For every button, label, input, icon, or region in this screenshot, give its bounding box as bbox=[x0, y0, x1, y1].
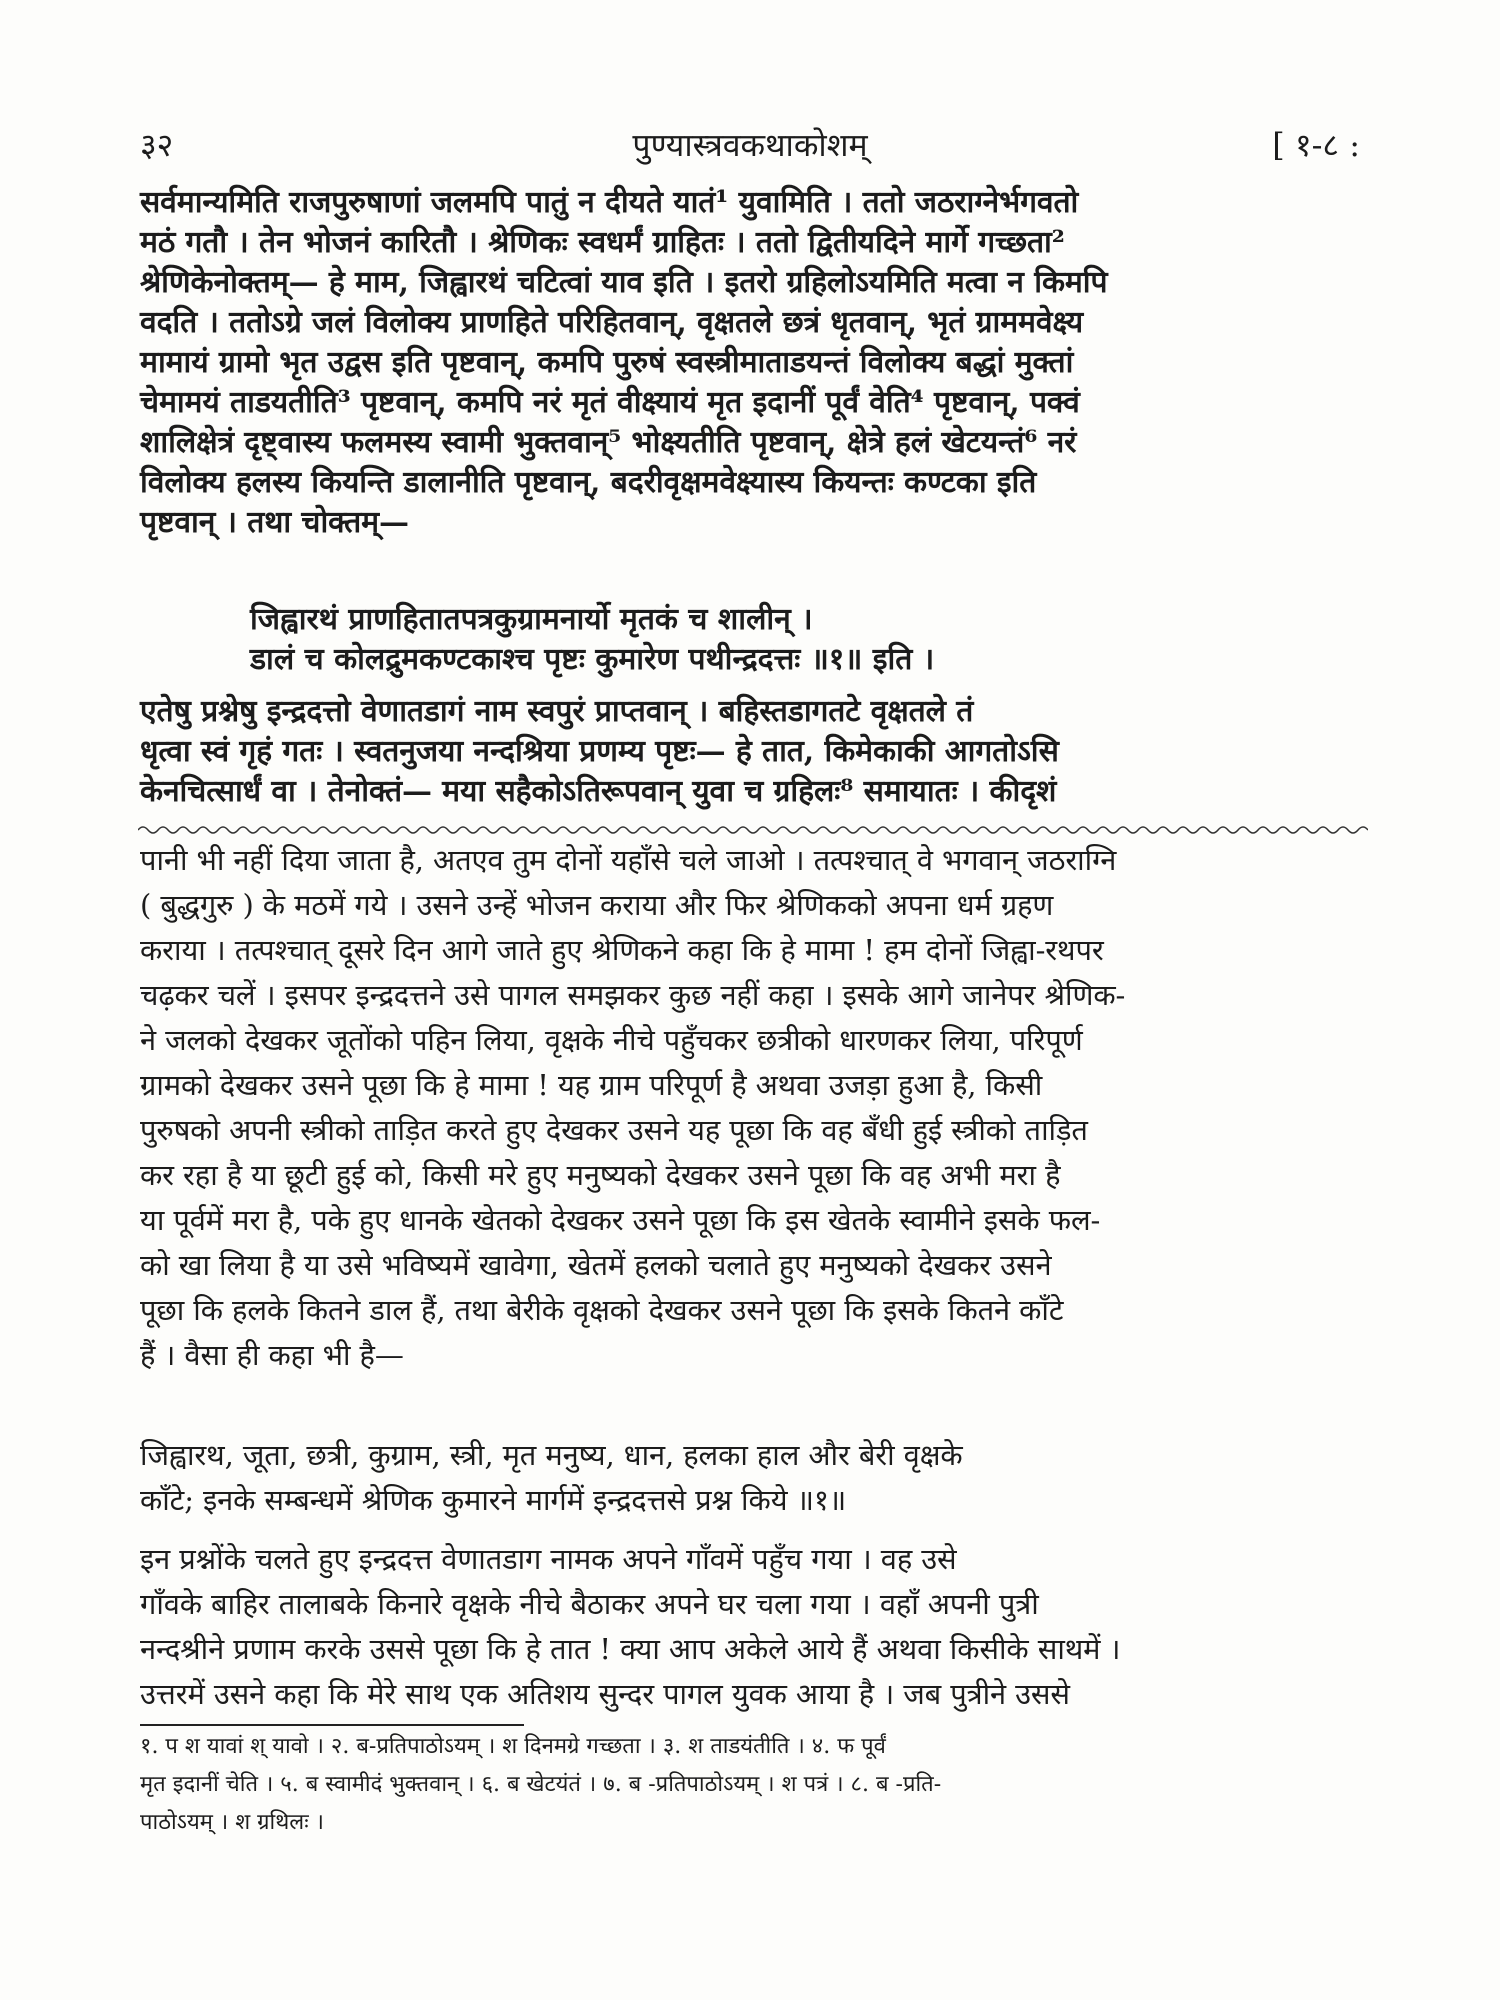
wavy-divider bbox=[138, 820, 1368, 840]
hindi-paragraph-2: इन प्रश्नोंके चलते हुए इन्द्रदत्त वेणातडाग नामक अपने गाँवमें पहुँच गया । वह उसे गाँवके बाहिर तालाबके किनारे वृक्षके नीचे बैठाकर अपने घर चला गया । वहाँ अपनी पुत्री नन्दश्रीने प्रणाम करके उससे पूछा कि हे तात ! क्या आप अकेले आये हैं अथवा किसीके साथमें । उत्तरमें उसने कहा कि मेरे साथ एक अतिशय सुन्दर पागल युवक आया है । जब पुत्रीने उससे bbox=[140, 1542, 1121, 1711]
sanskrit-paragraph-2: एतेषु प्रश्नेषु इन्द्रदत्तो वेणातडागं नाम स्वपुरं प्राप्तवान् । बहिस्तडागतटे वृक्षतले तं धृत्वा स्वं गृहं गतः । स्वतनुजया नन्दश्रिया प्रणम्य पृष्टः— हे तात, किमेकाकी आगतोऽसि केनचित्सार्धं वा । तेनोक्तं— मया सहैकोऽतिरूपवान् युवा च ग्रहिलः⁸ समायातः । कीदृशं bbox=[140, 694, 1059, 809]
book-title: पुण्यास्त्रवकथाकोशम् bbox=[632, 126, 868, 164]
footnotes: १. प श यावां श् यावो । २. ब-प्रतिपाठोऽयम् । श दिनमग्रे गच्छता । ३. श ताडयंतीति । ४. फ पूर्वं मृत इदानीं चेति । ५. ब स्वामीदं भुक्तवान् । ६. ब खेटयंतं । ७. ब -प्रतिपाठोऽयम् । श पत्रं । ८. ब -प्रति- पाठोऽयम् । श ग्रथिलः । bbox=[140, 1734, 942, 1835]
hindi-paragraph: पानी भी नहीं दिया जाता है, अतएव तुम दोनों यहाँसे चले जाओ । तत्पश्चात् वे भगवान् जठराग्नि ( बुद्धगुरु ) के मठमें गये । उसने उन्हें भोजन कराया और फिर श्रेणिकको अपना धर्म ग्रहण कराया । तत्पश्चात् दूसरे दिन आगे जाते हुए श्रेणिकने कहा कि हे मामा ! हम दोनों जिह्वा-रथपर चढ़कर चलें । इसपर इन्द्रदत्तने उसे पागल समझकर कुछ नहीं कहा । इसके आगे जानेपर श्रेणिक- ने जलको देखकर जूतोंको पहिन लिया, वृक्षके नीचे पहुँचकर छत्रीको धारणकर लिया, परिपूर्ण ग्रामको देखकर उसने पूछा कि हे मामा ! यह ग्राम परिपूर्ण है अथवा उजड़ा हुआ है, किसी पुरुषको अपनी स्त्रीको ताड़ित करते हुए देखकर उसने यह पूछा कि वह बँधी हुई स्त्रीको ताड़ित कर रहा है या छूटी हुई को, किसी मरे हुए मनुष्यको देखकर उसने पूछा कि वह अभी मरा है या पूर्वमें मरा है, पके हुए धानके खेतको देखकर उसने पूछा कि इस खेतके स्वामीने इसके फल- को खा लिया है या उसे भविष्यमें खावेगा, खेतमें हलको चलाते हुए मनुष्यको देखकर उसने पूछा कि हलके कितने डाल हैं, तथा बेरीके वृक्षको देखकर उसने पूछा कि इसके कितने काँटे हैं । वैसा ही कहा भी है— bbox=[140, 843, 1126, 1372]
page-header bbox=[140, 120, 1360, 170]
sanskrit-paragraph: सर्वमान्यमिति राजपुरुषाणां जलमपि पातुं न दीयते यातं¹ युवामिति । ततो जठराग्नेर्भगवतो मठं गतौ । तेन भोजनं कारितौ । श्रेणिकः स्वधर्मं ग्राहितः । ततो द्वितीयदिने मार्गे गच्छता² श्रेणिकेनोक्तम्— हे माम, जिह्वारथं चटित्वां याव इति । इतरो ग्रहिलोऽयमिति मत्वा न किमपि वदति । ततोऽग्रे जलं विलोक्य प्राणहिते परिहितवान्, वृक्षतले छत्रं धृतवान्, भृतं ग्राममवेक्ष्य मामायं ग्रामो भृत उद्वस इति पृष्टवान्, कमपि पुरुषं स्वस्त्रीमाताडयन्तं विलोक्य बद्धां मुक्तां चेमामयं ताडयतीति³ पृष्टवान्, कमपि नरं मृतं वीक्ष्यायं मृत इदानीं पूर्वं वेति⁴ पृष्टवान्, पक्वं शालिक्षेत्रं दृष्ट्वास्य फलमस्य स्वामी भुक्तवान्⁵ भोक्ष्यतीति पृष्टवान्, क्षेत्रे हलं खेटयन्तं⁶ नरं विलोक्य हलस्य कियन्ति डालानीति पृष्टवान्, बदरीवृक्षमवेक्ष्यास्य कियन्तः कण्टका इति पृष्टवान् । तथा चोक्तम्— bbox=[140, 185, 1108, 540]
sanskrit-verse: जिह्वारथं प्राणहितातपत्रकुग्रामनार्यो मृतकं च शालीन् । डालं च कोलद्रुमकण्टकाश्च पृष्टः कुमारेण पथीन्द्रदत्तः ॥१॥ इति । bbox=[250, 602, 935, 677]
hindi-verse: जिह्वारथ, जूता, छत्री, कुग्राम, स्त्री, मृत मनुष्य, धान, हलका हाल और बेरी वृक्षके काँटे; इनके सम्बन्धमें श्रेणिक कुमारने मार्गमें इन्द्रदत्तसे प्रश्न किये ॥१॥ bbox=[140, 1438, 963, 1517]
page-number: ३२ bbox=[140, 126, 174, 164]
footnote-rule bbox=[140, 1724, 524, 1726]
section-marker: [ १-८ : bbox=[1272, 126, 1360, 164]
